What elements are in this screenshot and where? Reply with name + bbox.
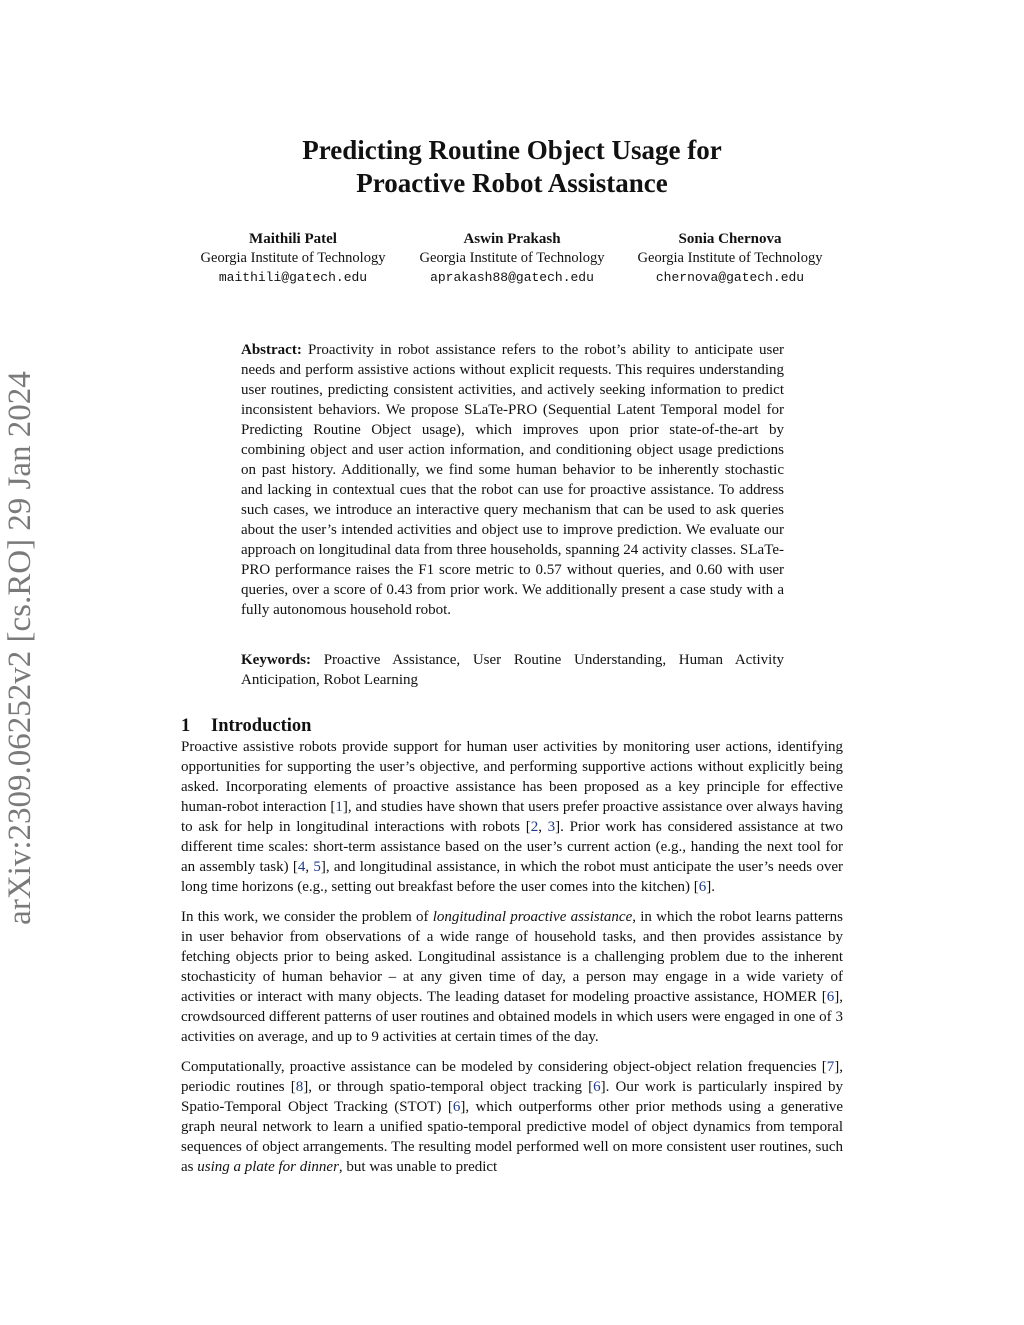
text-run: ]. — [706, 879, 716, 895]
citation-link[interactable]: 5 — [313, 859, 321, 875]
title-line-2: Proactive Robot Assistance — [356, 168, 668, 198]
text-run: , — [305, 859, 314, 875]
text-run: ], and longitudinal assistance, in which the robot must anticipate the user’s needs over long time horizons (e.g., setting out breakfast before the user comes into the kitchen) [ — [181, 859, 843, 895]
author-affiliation: Georgia Institute of Technology — [637, 250, 823, 266]
author-block-2 — [402, 230, 622, 287]
abstract-text: Proactivity in robot assistance refers to the robot’s ability to anticipate user needs and perform assistive actions without explicit requests. This requires understanding user routines, predicting consistent activities, and actively seeking information to predict inconsistent behaviors. We propose SLaTe-PRO (Sequential Latent Temporal model for Predicting Routine Object usage), which improves upon prior state-of-the-art by combining object and user action information, and conditioning object usage predictions on past history. Additionally, we find some human behavior to be inherently stochastic and lacking in contextual cues that the robot can use for proactive assistance. To address such cases, we introduce an interactive query mechanism that can be used to ask queries about the user’s intended activities and object use to improve prediction. We evaluate our approach on longitudinal data from three households, spanning 24 activity classes. SLaTe-PRO performance raises the F1 score metric to 0.57 without queries, and 0.60 with user queries, over a score of 0.43 from prior work. We additionally present a case study with a fully autonomous household robot. — [241, 342, 785, 618]
emphasis: using a plate for dinner — [197, 1159, 339, 1175]
citation-link[interactable]: 3 — [547, 819, 556, 835]
author-name: Aswin Prakash — [463, 231, 561, 247]
emphasis: longitudinal proactive assistance — [432, 909, 633, 925]
author-block-1 — [183, 230, 403, 287]
abstract-label: Abstract: — [241, 342, 302, 358]
paragraph-1 — [181, 737, 843, 897]
text-run: , — [538, 819, 548, 835]
author-name: Sonia Chernova — [678, 231, 782, 247]
text-run: Proactive assistive robots provide support for human user activities by monitoring user actions, identifying opportunities for supporting the user’s objective, and performing supportive actions without explicitly being asked. Incorporating elements of proactive assistance has been proposed as a key principle for effective human-robot interaction [ — [181, 739, 843, 815]
citation-link[interactable]: 7 — [826, 1059, 835, 1075]
citation-link[interactable]: 2 — [530, 819, 539, 835]
keywords-text: Proactive Assistance, User Routine Understanding, Human Activity Anticipation, Robot Learning — [241, 652, 784, 688]
title-line-1: Predicting Routine Object Usage for — [302, 135, 722, 165]
text-run: ], or through spatio-temporal object tracking [ — [303, 1079, 594, 1095]
section-number: 1 — [181, 716, 191, 736]
paragraph-2 — [181, 907, 843, 1047]
paper-title — [0, 134, 1024, 200]
introduction-body — [181, 737, 843, 1187]
author-email[interactable]: chernova@gatech.edu — [655, 270, 805, 285]
citation-link[interactable]: 6 — [452, 1099, 461, 1115]
text-run: ]. Our work is particularly inspired by Spatio-Temporal Object Tracking (STOT) [ — [181, 1079, 843, 1115]
text-run: ], crowdsourced different patterns of user routines and obtained models in which users were engaged in one of 3 activities on average, and up to 9 activities at certain times of the day. — [181, 989, 843, 1045]
section-heading-introduction — [181, 714, 311, 738]
author-block-3 — [620, 230, 840, 287]
abstract — [241, 340, 784, 620]
keywords — [241, 650, 784, 690]
text-run: ], periodic routines [ — [181, 1059, 843, 1095]
text-run: , but was unable to predict — [338, 1159, 498, 1175]
keywords-label: Keywords: — [241, 652, 311, 668]
text-run: ], which outperforms other prior methods using a generative graph neural network to learn a unified spatio-temporal predictive model of object dynamics from temporal sequences of object arrangements. The resulting model performed well on more consistent user routines, such as — [181, 1099, 843, 1175]
author-email[interactable]: maithili@gatech.edu — [218, 270, 368, 285]
author-name: Maithili Patel — [249, 231, 337, 247]
author-affiliation: Georgia Institute of Technology — [419, 250, 605, 266]
text-run: ]. Prior work has considered assistance at two different time scales: short-term assistance based on the user’s current action (e.g., handing the next tool for an assembly task) [ — [181, 819, 844, 875]
text-run: Computationally, proactive assistance can be modeled by considering object-object relation frequencies [ — [181, 1059, 827, 1075]
text-run: ], and studies have shown that users prefer proactive assistance over always having to ask for help in longitudinal interactions with robots [ — [181, 799, 843, 835]
author-affiliation: Georgia Institute of Technology — [200, 250, 386, 266]
text-run: In this work, we consider the problem of — [181, 909, 433, 925]
citation-link[interactable]: 4 — [297, 859, 306, 875]
section-title: Introduction — [211, 716, 312, 736]
text-run: , in which the robot learns patterns in user behavior from observations of a wide range of household tasks, and then provides assistance by fetching objects prior to being asked. Longitudinal assistance is a challenging problem due to the inherent stochasticity of human behavior – at any given time of day, a person may engage in a wide variety of activities or interact with many objects. The leading dataset for modeling proactive assistance, HOMER [ — [181, 909, 844, 1005]
arxiv-identifier: arXiv:2309.06252v2 [cs.RO] 29 Jan 2024 — [2, 371, 38, 925]
citation-link[interactable]: 6 — [826, 989, 835, 1005]
citation-link[interactable]: 6 — [698, 879, 707, 895]
citation-link[interactable]: 1 — [335, 799, 343, 815]
paragraph-3 — [181, 1057, 843, 1177]
citation-link[interactable]: 8 — [295, 1079, 304, 1095]
author-email[interactable]: aprakash88@gatech.edu — [430, 270, 594, 285]
citation-link[interactable]: 6 — [593, 1079, 601, 1095]
